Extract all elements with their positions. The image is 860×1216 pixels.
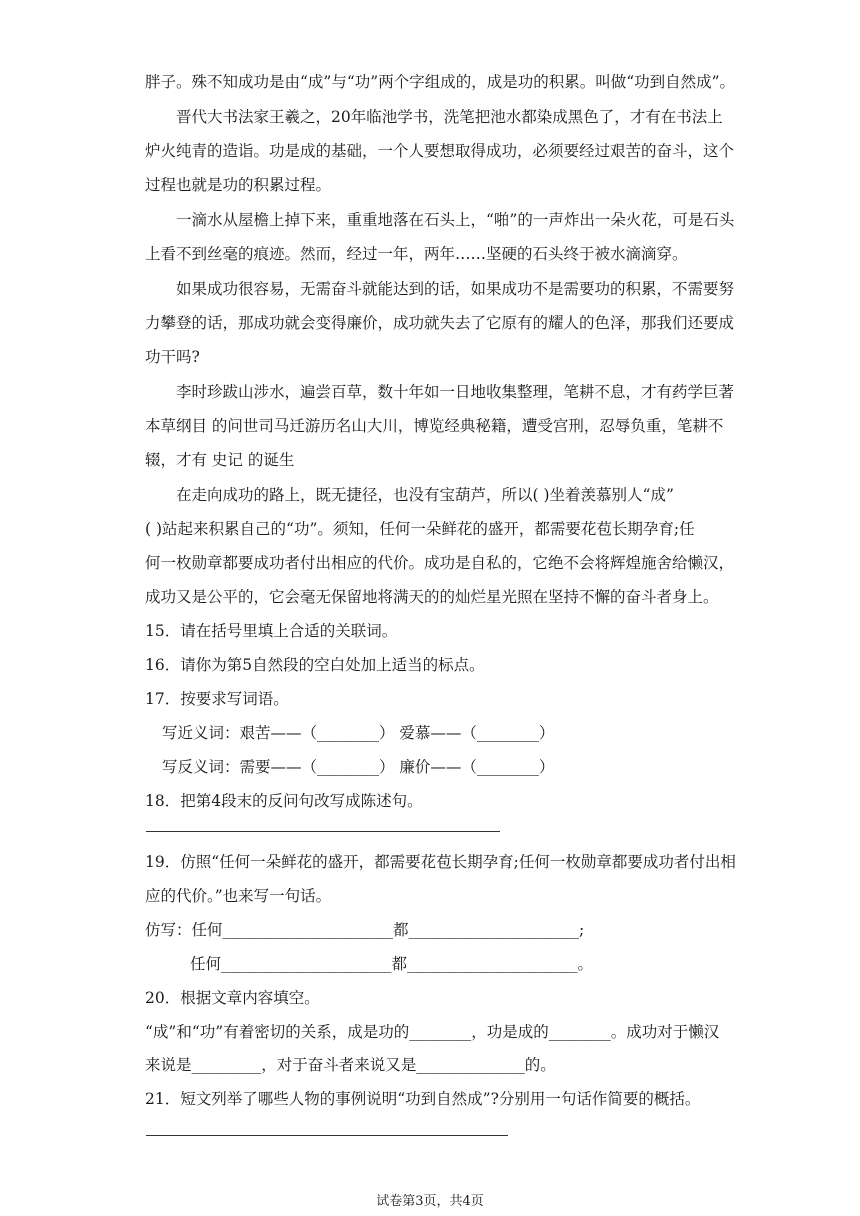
passage-line-12: 辍，才有 史记 的诞生 — [145, 451, 295, 469]
question-19-imitate-1[interactable]: 仿写：任何______________________都______________________; — [145, 921, 585, 939]
question-18: 18．把第4段末的反问句改写成陈述句。 — [145, 792, 423, 810]
passage-line-3: 炉火纯青的造诣。功是成的基础，一个人要想取得成功，必须要经过艰苦的奋斗，这个 — [145, 142, 735, 160]
passage-line-5: 一滴水从屋檐上掉下来，重重地落在石头上，“啪”的一声炸出一朵火花，可是石头 — [176, 211, 735, 229]
passage-line-9: 功干吗? — [145, 348, 200, 366]
question-21: 21．短文列举了哪些人物的事例说明“功到自然成”?分别用一句话作简要的概括。 — [145, 1090, 701, 1108]
passage-line-11: 本草纲目 的问世司马迁游历名山大川，博览经典秘籍，遭受宫刑，忍辱负重，笔耕不 — [145, 417, 724, 435]
passage-line-2: 晋代大书法家王羲之，20年临池学书，洗笔把池水都染成黑色了，才有在书法上 — [176, 108, 723, 126]
passage-line-10: 李时珍跋山涉水，遍尝百草，数十年如一日地收集整理，笔耕不息，才有药学巨著 — [176, 383, 735, 401]
passage-line-8: 力攀登的话，那成功就会变得廉价，成功就失去了它原有的耀人的色泽，那我们还要成 — [145, 314, 735, 332]
passage-line-16: 成功又是公平的，它会毫无保留地将满天的的灿烂星光照在坚持不懈的奋斗者身上。 — [145, 588, 719, 606]
passage-line-4: 过程也就是功的积累过程。 — [145, 176, 332, 194]
question-17-antonyms[interactable]: 写反义词：需要——（________） 廉价——（________） — [162, 758, 555, 776]
passage-line-7: 如果成功很容易，无需奋斗就能达到的话，如果成功不是需要功的积累，不需要努 — [176, 280, 735, 298]
question-17: 17．按要求写词语。 — [145, 690, 289, 708]
question-20-fill-2[interactable]: 来说是_________，对于奋斗者来说又是______________的。 — [145, 1056, 556, 1074]
question-20: 20．根据文章内容填空。 — [145, 989, 320, 1007]
passage-line-14: ( )站起来积累自己的“功”。须知，任何一朵鲜花的盛开，都需要花苞长期孕育;任 — [145, 520, 695, 538]
question-19-imitate-2[interactable]: 任何______________________都______________________。 — [190, 955, 594, 973]
question-19-line-1: 19．仿照“任何一朵鲜花的盛开，都需要花苞长期孕育;任何一枚勋章都要成功者付出相 — [145, 853, 736, 871]
answer-line-21[interactable] — [146, 1135, 508, 1136]
question-15: 15．请在括号里填上合适的关联词。 — [145, 622, 398, 640]
question-16: 16．请你为第5自然段的空白处加上适当的标点。 — [145, 656, 485, 674]
passage-line-6: 上看不到丝毫的痕迹。然而，经过一年，两年……坚硬的石头终于被水滴滴穿。 — [145, 245, 688, 263]
passage-line-13: 在走向成功的路上，既无捷径，也没有宝葫芦，所以( )坐着羡慕别人“成” — [176, 486, 674, 504]
question-17-synonyms[interactable]: 写近义词：艰苦——（________） 爱慕——（________） — [162, 724, 555, 742]
passage-line-15: 何一枚勋章都要成功者付出相应的代价。成功是自私的，它绝不会将辉煌施舍给懒汉， — [145, 554, 735, 572]
question-20-fill-1[interactable]: “成”和“功”有着密切的关系，成是功的________，功是成的________。成功对于懒汉 — [145, 1023, 720, 1041]
page-footer: 试卷第3页，共4页 — [376, 1194, 484, 1209]
answer-line-18[interactable] — [146, 831, 500, 832]
passage-line-1: 胖子。殊不知成功是由“成”与“功”两个字组成的，成是功的积累。叫做“功到自然成”。 — [145, 73, 736, 91]
question-19-line-2: 应的代价。”也来写一句话。 — [145, 887, 332, 905]
